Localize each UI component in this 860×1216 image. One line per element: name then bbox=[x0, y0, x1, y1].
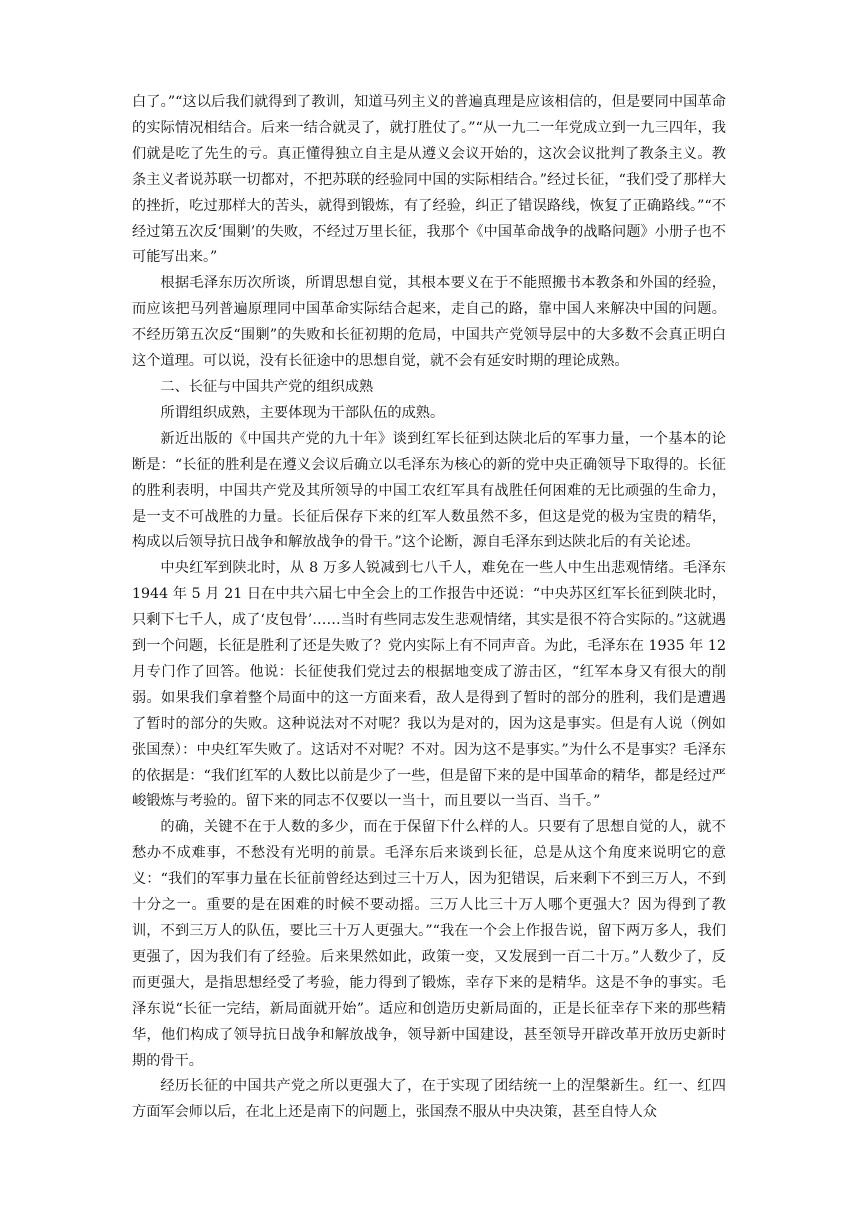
paragraph-3: 所谓组织成熟，主要体现为干部队伍的成熟。 bbox=[160, 404, 445, 421]
section-heading: 二、长征与中国共产党的组织成熟 bbox=[160, 378, 374, 395]
paragraph-2: 根据毛泽东历次所谈，所谓思想自觉，其根本要义在于不能照搬书本教条和外国的经验，而应该把马列普遍原理同中国革命实际结合起来，走自己的路，靠中国人来解决中国的问题。不经历第五次反“围剿”的失败和长征初期的危局，中国共产党领导层中的大多数不会真正明白这个道理。可以说，没有长征途中的思想自觉，就不会有延安时期的理论成熟。 bbox=[132, 275, 726, 370]
paragraph-4: 新近出版的《中国共产党的九十年》谈到红军长征到达陕北后的军事力量，一个基本的论断是：“长征的胜利是在遵义会议后确立以毛泽东为核心的新的党中央正确领导下取得的。长征的胜利表明，中国共产党及其所领导的中国工农红军具有战胜任何困难的无比顽强的生命力，是一支不可战胜的力量。长征后保存下来的红军人数虽然不多，但这是党的极为宝贵的精华，构成以后领导抗日战争和解放战争的骨干。”这个论断，源自毛泽东到达陕北后的有关论述。 bbox=[132, 430, 726, 551]
paragraph-6: 的确，关键不在于人数的多少，而在于保留下什么样的人。只要有了思想自觉的人，就不愁办不成难事，不愁没有光明的前景。毛泽东后来谈到长征，总是从这个角度来说明它的意义：“我们的军事力量在长征前曾经达到过三十万人，因为犯错误，后来剩下不到三万人，不到十分之一。重要的是在困难的时候不要动摇。三万人比三十万人哪个更强大？因为得到了教训，不到三万人的队伍，要比三十万人更强大。”“我在一个会上作报告说，留下两万多人，我们更强了，因为我们有了经验。后来果然如此，政策一变，又发展到一百二十万。”人数少了，反而更强大，是指思想经受了考验，能力得到了锻炼，幸存下来的是精华。这是不争的事实。毛泽东说“长征一完结，新局面就开始”。适应和创造历史新局面的，正是长征幸存下来的那些精华，他们构成了领导抗日战争和解放战争，领导新中国建设，甚至领导开辟改革开放历史新时期的骨干。 bbox=[132, 819, 726, 1069]
paragraph-1: 白了。”“这以后我们就得到了教训，知道马列主义的普遍真理是应该相信的，但是要同中国革命的实际情况相结合。后来一结合就灵了，就打胜仗了。”“从一九二一年党成立到一九三四年，我们就是吃了先生的亏。真正懂得独立自主是从遵义会议开始的，这次会议批判了教条主义。教条主义者说苏联一切都对，不把苏联的经验同中国的实际相结合。”经过长征，“我们受了那样大的挫折，吃过那样大的苦头，就得到锻炼，有了经验，纠正了错误路线，恢复了正确路线。”“不经过第五次反‘围剿’的失败，不经过万里长征，我那个《中国革命战争的战略问题》小册子也不可能写出来。” bbox=[132, 94, 726, 266]
document-page bbox=[132, 90, 726, 1126]
paragraph-7: 经历长征的中国共产党之所以更强大了，在于实现了团结统一上的涅槃新生。红一、红四方面军会师以后，在北上还是南下的问题上，张国焘不服从中央决策，甚至自恃人众 bbox=[132, 1078, 726, 1121]
paragraph-5: 中央红军到陕北时，从 8 万多人锐减到七八千人，难免在一些人中生出悲观情绪。毛泽东 1944 年 5 月 21 日在中共六届七中全会上的工作报告中还说：“中央苏区红军长征到陕北时，只剩下七千人，成了‘皮包骨’……当时有些同志发生悲观情绪，其实是很不符合实际的。”这就遇到一个问题，长征是胜利了还是失败了？党内实际上有不同声音。为此，毛泽东在 1935 年 12 月专门作了回答。他说：长征使我们党过去的根据地变成了游击区，“红军本身又有很大的削弱。如果我们拿着整个局面中的这一方面来看，敌人是得到了暂时的部分的胜利，我们是遭遇了暂时的部分的失败。这种说法对不对呢？我以为是对的，因为这是事实。但是有人说（例如张国焘）：中央红军失败了。这话对不对呢？不对。因为这不是事实。”为什么不是事实？毛泽东的依据是：“我们红军的人数比以前是少了一些，但是留下来的是中国革命的精华，都是经过严峻锻炼与考验的。留下来的同志不仅要以一当十，而且要以一当百、当千。” bbox=[132, 560, 726, 810]
